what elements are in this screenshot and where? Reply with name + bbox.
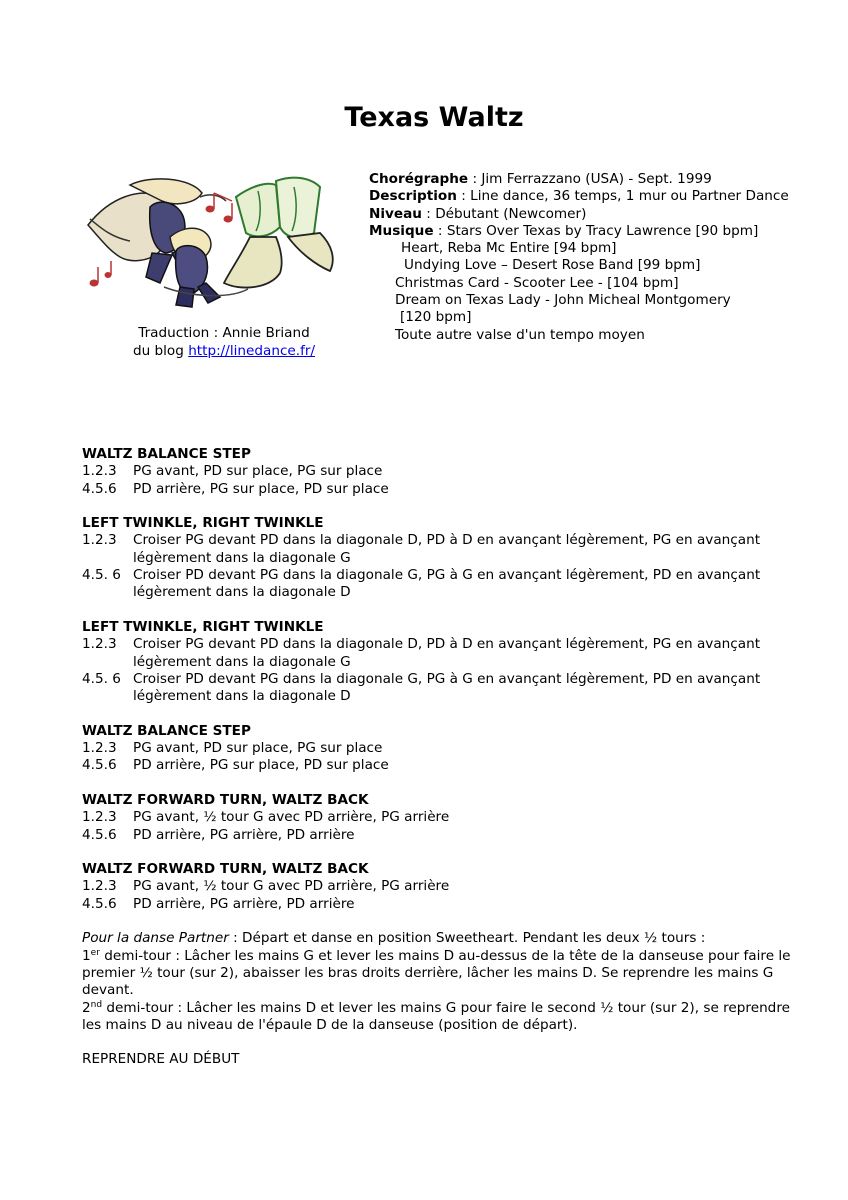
step-count: 1.2.3 (82, 878, 117, 895)
step-description: PG avant, PD sur place, PG sur place (133, 740, 383, 757)
step-section (82, 515, 808, 601)
step-count: 1.2.3 (82, 809, 117, 826)
step-row (82, 636, 808, 671)
step-description: Croiser PG devant PD dans la diagonale D, PD à D en avançant légèrement, PG en avançant légèrement dans la diagonale G (133, 532, 761, 566)
step-row (82, 896, 808, 913)
choreographer-value: : Jim Ferrazzano (USA) - Sept. 1999 (468, 171, 712, 187)
step-row (82, 809, 808, 826)
section-heading: LEFT TWINKLE, RIGHT TWINKLE (82, 618, 324, 635)
description-value: : Line dance, 36 temps, 1 mur ou Partner Dance (456, 188, 789, 205)
section-heading: WALTZ BALANCE STEP (82, 446, 251, 462)
partner-label: Pour la danse Partner (82, 930, 229, 947)
step-description: PG avant, ½ tour G avec PD arrière, PG arrière (133, 809, 450, 826)
step-description: PD arrière, PG arrière, PD arrière (133, 826, 355, 843)
step-count: 4.5.6 (82, 480, 117, 497)
step-description: Croiser PD devant PG dans la diagonale G, PG à G en avançant légèrement, PD en avançant légèrement dans la diagonale D (133, 670, 761, 705)
first-ordinal: er (90, 947, 100, 958)
choreographer-row (369, 171, 839, 188)
step-description: PD arrière, PG arrière, PD arrière (133, 895, 355, 912)
first-number: 1 (82, 947, 91, 964)
step-row (82, 567, 808, 602)
music-line: Toute autre valse d'un tempo moyen (395, 326, 645, 343)
first-half-turn (82, 948, 808, 1000)
step-section (82, 861, 808, 913)
translator-line: Traduction : Annie Briand (138, 325, 310, 341)
second-ordinal: nd (90, 999, 103, 1010)
section-heading: WALTZ FORWARD TURN, WALTZ BACK (82, 861, 369, 878)
description-label: Description (369, 188, 457, 205)
partner-intro-text: : Départ et danse en position Sweetheart. Pendant les deux ½ tours : (228, 930, 706, 947)
step-sheet (82, 446, 808, 1069)
dancers-illustration (80, 167, 342, 312)
music-value: : Stars Over Texas by Tracy Lawrence [90 bpm] (433, 222, 759, 239)
section-heading: WALTZ FORWARD TURN, WALTZ BACK (82, 791, 369, 808)
step-row (82, 740, 808, 757)
level-label: Niveau (369, 205, 422, 222)
music-label: Musique (369, 222, 434, 239)
step-description: PD arrière, PG sur place, PD sur place (133, 480, 389, 497)
step-description: PG avant, ½ tour G avec PD arrière, PG arrière (133, 878, 450, 895)
music-line: Dream on Texas Lady - John Micheal Montgomery (395, 292, 731, 309)
step-section (82, 792, 808, 844)
step-count: 4.5.6 (82, 826, 117, 843)
section-heading: WALTZ BALANCE STEP (82, 722, 251, 739)
second-number: 2 (82, 999, 91, 1016)
second-text: demi-tour : Lâcher les mains D et lever les mains G pour faire le second ½ tour (sur 2), se reprendre les mains D au niveau de l'épaule D de la danseuse (position de départ). (82, 999, 790, 1033)
translation-credit (86, 324, 362, 360)
step-row (82, 481, 808, 498)
step-count: 4.5.6 (82, 895, 117, 912)
first-text: demi-tour : Lâcher les mains G et lever les mains D au-dessus de la tête de la danseuse pour faire le premier ½ tour (sur 2), abaisser les bras droits derrière, lâcher les mains D. Se reprendre les mains G devant. (82, 947, 791, 999)
choreographer-label: Chorégraphe (369, 171, 469, 187)
partner-intro (82, 930, 808, 947)
step-description: PD arrière, PG sur place, PD sur place (133, 757, 389, 774)
step-row (82, 671, 808, 706)
step-description: Croiser PD devant PG dans la diagonale G, PG à G en avançant légèrement, PD en avançant légèrement dans la diagonale D (133, 567, 761, 601)
step-row (82, 757, 808, 774)
step-section (82, 723, 808, 775)
level-value: : Débutant (Newcomer) (421, 205, 587, 222)
step-row (82, 463, 808, 480)
dance-info (369, 171, 839, 344)
music-line: [120 bpm] (400, 309, 472, 326)
step-description: Croiser PG devant PD dans la diagonale D, PD à D en avançant légèrement, PG en avançant légèrement dans la diagonale G (133, 636, 761, 670)
step-section (82, 619, 808, 705)
page-title: Texas Waltz (344, 102, 524, 133)
partner-notes (82, 930, 808, 1034)
description-row (369, 188, 839, 205)
step-count: 4.5.6 (82, 757, 117, 774)
blog-link[interactable]: http://linedance.fr/ (188, 343, 316, 359)
step-row (82, 827, 808, 844)
section-heading: LEFT TWINKLE, RIGHT TWINKLE (82, 515, 324, 532)
second-half-turn (82, 1000, 808, 1035)
step-row (82, 532, 808, 567)
step-count: 1.2.3 (82, 532, 117, 549)
step-count: 1.2.3 (82, 463, 117, 480)
blog-prefix: du blog (132, 343, 189, 359)
step-description: PG avant, PD sur place, PG sur place (133, 463, 383, 480)
step-section (82, 446, 808, 498)
music-row (369, 223, 839, 240)
music-line: Undying Love – Desert Rose Band [99 bpm] (404, 257, 701, 274)
step-count: 4.5. 6 (82, 670, 121, 687)
step-count: 1.2.3 (82, 636, 117, 653)
step-row (82, 878, 808, 895)
level-row (369, 206, 839, 223)
step-count: 4.5. 6 (82, 567, 121, 584)
blog-line (86, 342, 362, 360)
restart-instruction: REPRENDRE AU DÉBUT (82, 1051, 240, 1068)
music-line: Christmas Card - Scooter Lee - [104 bpm] (395, 274, 679, 291)
music-line: Heart, Reba Mc Entire [94 bpm] (401, 240, 617, 257)
step-count: 1.2.3 (82, 740, 117, 757)
